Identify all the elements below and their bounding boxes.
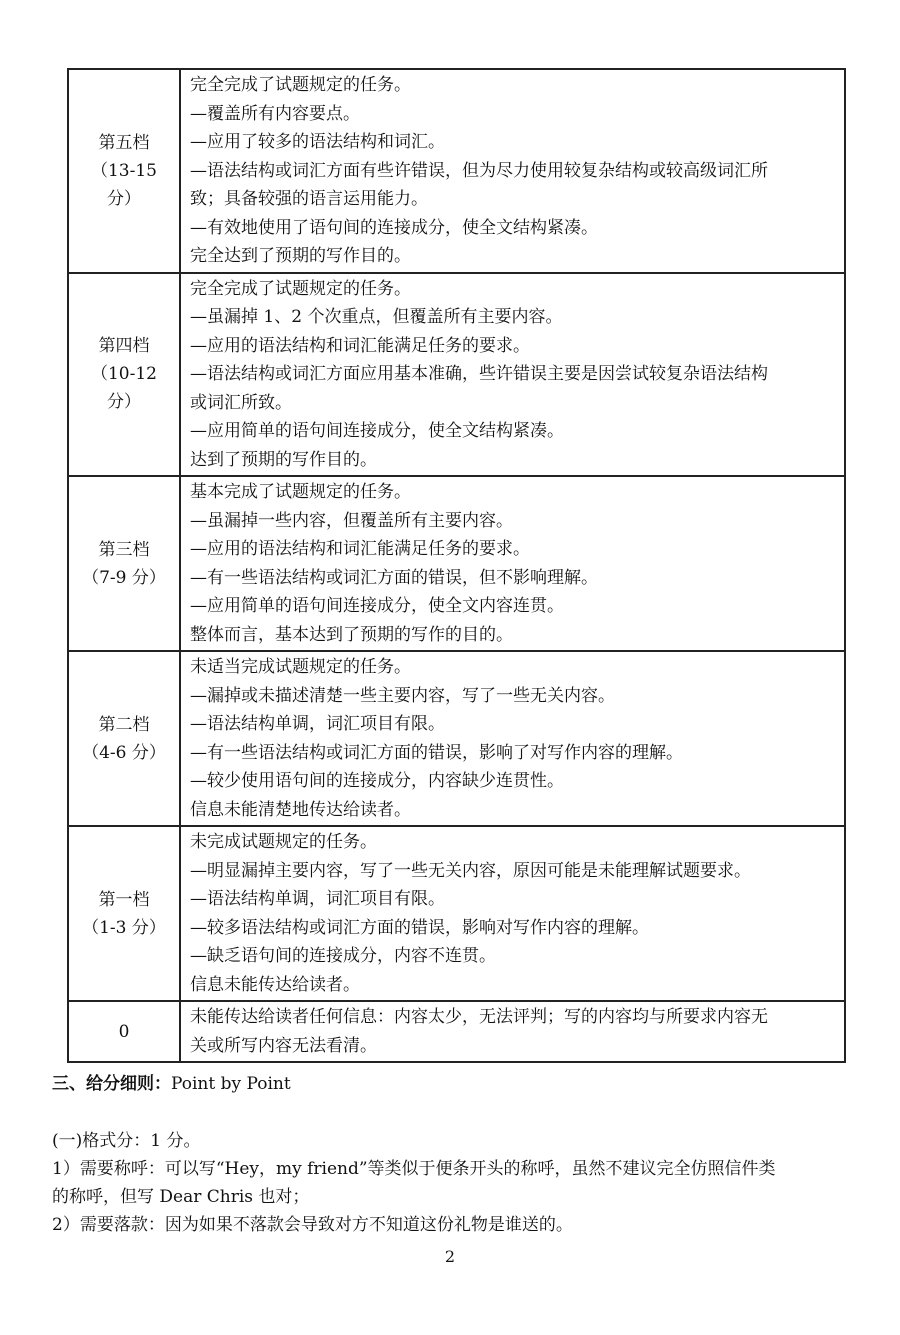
descriptor-line: 信息未能清楚地传达给读者。 [190, 799, 411, 820]
grade-name: 第一档 [98, 889, 150, 910]
descriptor-line: —应用了较多的语法结构和词汇。 [190, 132, 445, 152]
grade-range: （4-6 分） [82, 742, 166, 763]
descriptor-line: —语法结构单调，词汇项目有限。 [190, 889, 445, 909]
grade-cell [68, 273, 180, 477]
descriptor-line: —虽漏掉一些内容，但覆盖所有主要内容。 [190, 510, 513, 531]
grade-name: 第五档 [98, 132, 150, 153]
descriptor-line: —虽漏掉 1、2 个次重点，但覆盖所有主要内容。 [190, 307, 563, 327]
descriptor-line: —较多语法结构或词汇方面的错误，影响对写作内容的理解。 [190, 917, 649, 938]
descriptor-line: 完全完成了试题规定的任务。 [190, 278, 411, 299]
descriptor-line: 未完成试题规定的任务。 [190, 832, 377, 852]
rule-salutation-continued: 的称呼，但写 Dear Chris 也对； [52, 1187, 310, 1207]
descriptor-cell [180, 826, 845, 1001]
descriptor-cell [180, 69, 845, 273]
grade-name: 0 [118, 1021, 130, 1042]
descriptor-cell [180, 651, 845, 826]
descriptor-line: —覆盖所有内容要点。 [190, 103, 360, 124]
descriptor-line: —较少使用语句间的连接成分，内容缺少连贯性。 [190, 771, 564, 791]
descriptor-line: —有一些语法结构或词汇方面的错误，但不影响理解。 [190, 567, 598, 588]
grade-range: （13-15 [90, 160, 157, 181]
scoring-rubric-table [67, 68, 846, 1063]
grade-cell [68, 651, 180, 826]
descriptor-line: 或词汇所致。 [190, 392, 292, 413]
grade-range: 分） [107, 188, 141, 209]
descriptor-line: —应用的语法结构和词汇能满足任务的要求。 [190, 539, 530, 559]
grade-cell [68, 476, 180, 651]
grade-name: 第二档 [98, 714, 150, 735]
descriptor-line: —明显漏掉主要内容，写了一些无关内容，原因可能是未能理解试题要求。 [190, 860, 751, 881]
grade-range: 分） [107, 392, 141, 413]
descriptor-line: —语法结构或词汇方面应用基本准确，些许错误主要是因尝试较复杂语法结构 [190, 364, 768, 384]
rubric-row-grade-3 [68, 476, 845, 651]
descriptor-line: 基本完成了试题规定的任务。 [190, 482, 411, 502]
descriptor-line: 未能传达给读者任何信息：内容太少，无法评判；写的内容均与所要求内容无 [190, 1007, 768, 1027]
grade-cell [68, 69, 180, 273]
rubric-row-grade-2 [68, 651, 845, 826]
descriptor-line: —有效地使用了语句间的连接成分，使全文结构紧凑。 [190, 217, 598, 238]
descriptor-line: 未适当完成试题规定的任务。 [190, 657, 411, 677]
format-score-heading: (一)格式分：1 分。 [52, 1131, 201, 1151]
rubric-row-grade-5 [68, 69, 845, 273]
descriptor-line: 整体而言，基本达到了预期的写作的目的。 [190, 624, 513, 645]
section-3-body [52, 1127, 850, 1239]
descriptor-line: —应用简单的语句间连接成分，使全文结构紧凑。 [190, 421, 564, 441]
descriptor-line: 完全达到了预期的写作目的。 [190, 246, 411, 266]
rule-signature: 2）需要落款：因为如果不落款会导致对方不知道这份礼物是谁送的。 [52, 1215, 573, 1235]
grade-cell [68, 826, 180, 1001]
section-3-title-cn: 三、给分细则： [52, 1074, 171, 1094]
descriptor-line: 致；具备较强的语言运用能力。 [190, 189, 428, 209]
descriptor-line: —应用的语法结构和词汇能满足任务的要求。 [190, 335, 530, 356]
descriptor-line: —语法结构或词汇方面有些许错误，但为尽力使用较复杂结构或较高级词汇所 [190, 160, 768, 181]
descriptor-line: 信息未能传达给读者。 [190, 974, 360, 995]
descriptor-line: 达到了预期的写作目的。 [190, 449, 377, 470]
descriptor-line: —漏掉或未描述清楚一些主要内容，写了一些无关内容。 [190, 685, 615, 706]
descriptor-line: 完全完成了试题规定的任务。 [190, 75, 411, 95]
descriptor-cell [180, 476, 845, 651]
descriptor-line: —应用简单的语句间连接成分，使全文内容连贯。 [190, 596, 564, 616]
grade-name: 第三档 [98, 539, 150, 560]
section-3-heading [52, 1070, 850, 1098]
descriptor-line: —语法结构单调，词汇项目有限。 [190, 714, 445, 734]
rubric-row-grade-1 [68, 826, 845, 1001]
grade-range: （7-9 分） [82, 567, 166, 588]
grade-name: 第四档 [98, 336, 150, 357]
descriptor-cell [180, 1001, 845, 1062]
descriptor-line: 关或所写内容无法看清。 [190, 1035, 377, 1056]
section-3-title-en: Point by Point [171, 1074, 291, 1094]
grade-range: （10-12 [90, 364, 157, 385]
descriptor-line: —有一些语法结构或词汇方面的错误，影响了对写作内容的理解。 [190, 742, 683, 763]
rubric-row-grade-0 [68, 1001, 845, 1062]
rubric-row-grade-4 [68, 273, 845, 477]
grade-cell [68, 1001, 180, 1062]
grade-range: （1-3 分） [82, 917, 166, 938]
descriptor-line: —缺乏语句间的连接成分，内容不连贯。 [190, 946, 496, 966]
descriptor-cell [180, 273, 845, 477]
rule-salutation: 1）需要称呼：可以写“Hey，my friend”等类似于便条开头的称呼，虽然不建议完全仿照信件类 [52, 1159, 776, 1179]
page-number: 2 [444, 1247, 456, 1266]
